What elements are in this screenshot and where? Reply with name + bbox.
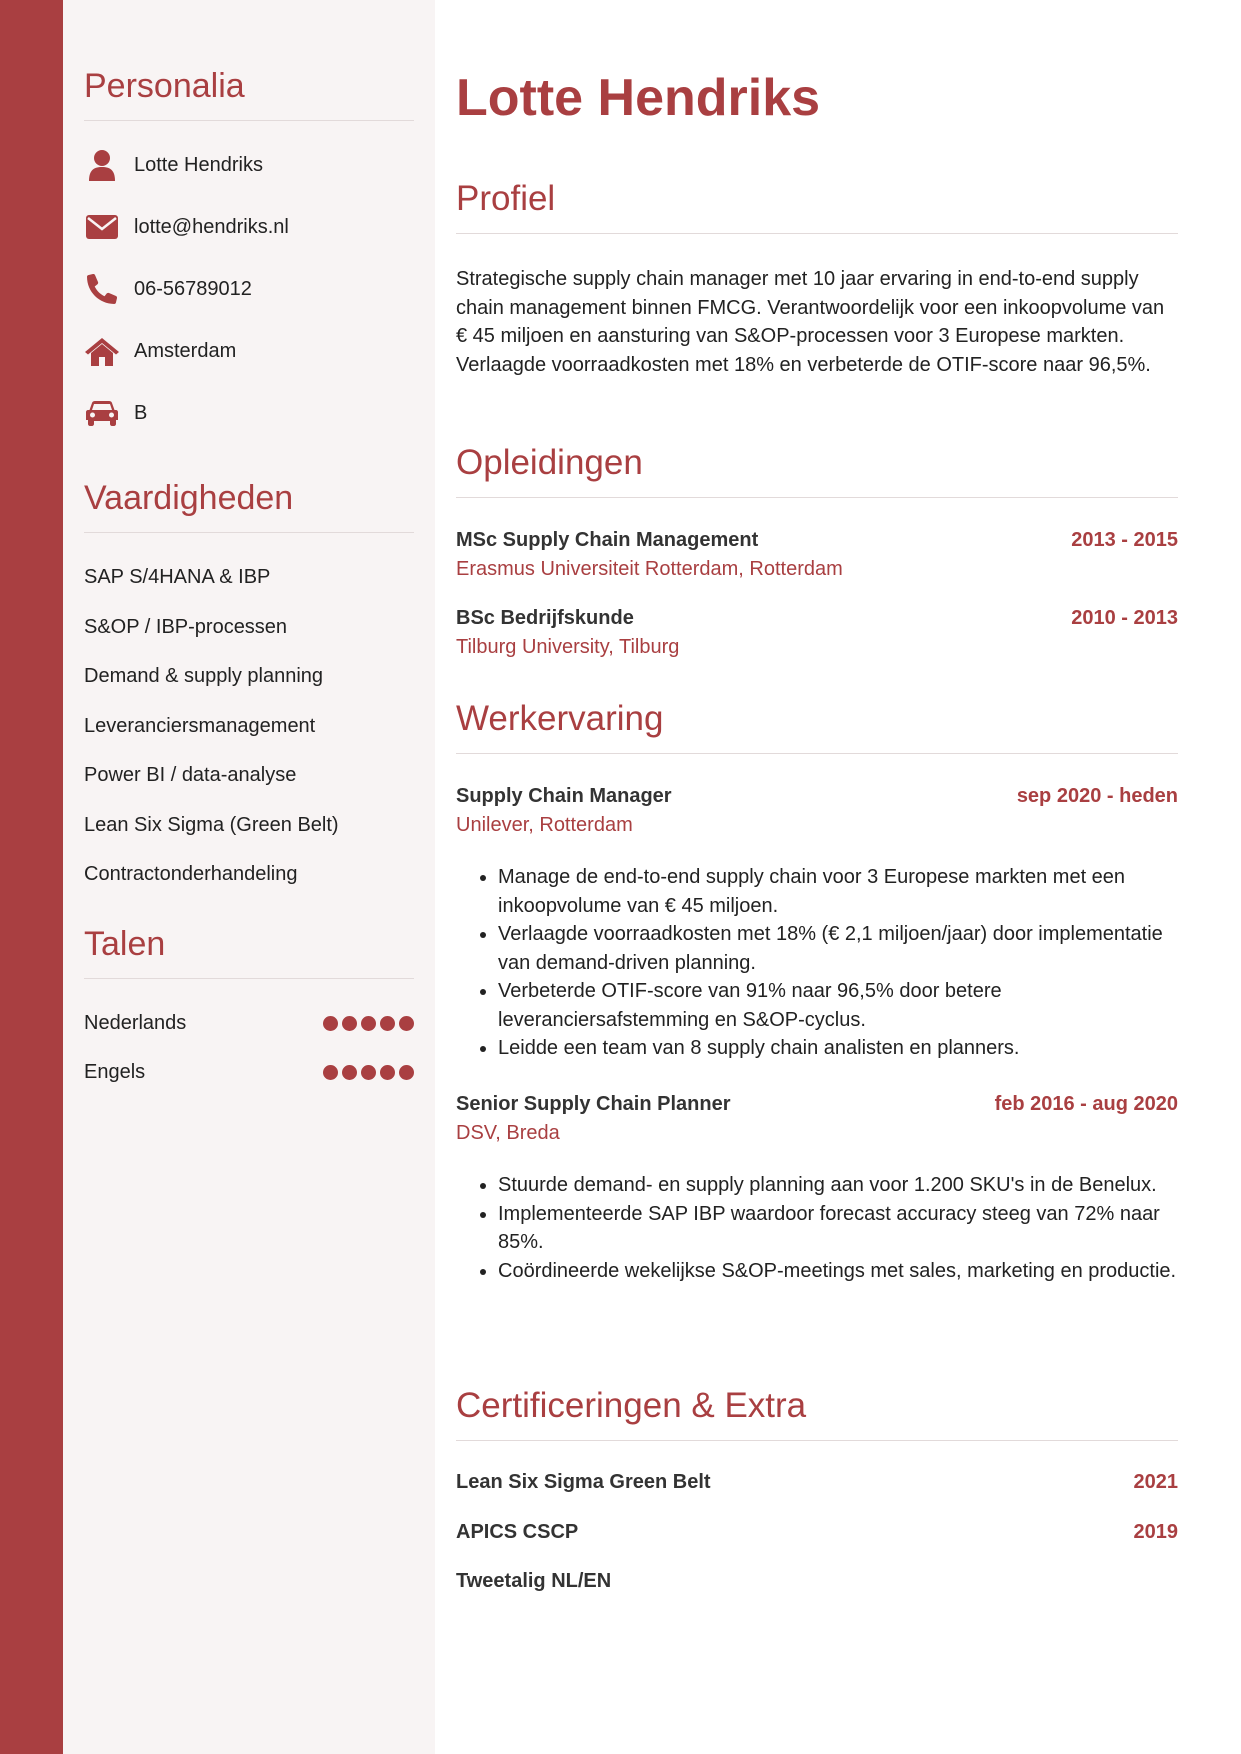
bullet: • Leidde een team van 8 supply chain analisten en planners. (498, 1034, 1178, 1063)
degree: MSc Supply Chain Management (456, 529, 759, 551)
envelope-icon (84, 211, 120, 243)
language-row (84, 1048, 414, 1097)
skill-item: Lean Six Sigma (Green Belt) (84, 813, 339, 836)
certification-item (456, 1570, 1178, 1593)
home-icon (84, 335, 120, 367)
contact-email[interactable]: lotte@hendriks.nl (84, 196, 414, 258)
skills-list (84, 553, 414, 900)
job-dates: sep 2020 - heden (1016, 785, 1178, 807)
education-dates: 2010 - 2013 (1071, 607, 1178, 629)
experience-heading: Werkervaring (456, 699, 664, 738)
skills-heading: Vaardigheden (84, 478, 414, 533)
certifications-heading: Certificeringen & Extra (456, 1386, 807, 1425)
level-dot (399, 1016, 414, 1031)
job-title: Senior Supply Chain Planner (456, 1093, 731, 1115)
level-dot (323, 1016, 338, 1031)
skill-item: Power BI / data-analyse (84, 764, 297, 786)
school: Tilburg University, Tilburg (456, 636, 680, 658)
job-bullets (456, 863, 1178, 1063)
school: Erasmus Universiteit Rotterdam, Rotterdam (456, 558, 843, 580)
experience-item (456, 1093, 1178, 1285)
level-dot (380, 1065, 395, 1080)
level-dot (342, 1065, 357, 1080)
personalia-heading: Personalia (84, 66, 414, 121)
skill-item: SAP S/4HANA & IBP (84, 566, 271, 588)
language-name: Nederlands (84, 1012, 187, 1034)
certification-item (456, 1471, 1178, 1494)
phone-icon (84, 273, 120, 305)
education-dates: 2013 - 2015 (1071, 529, 1178, 551)
skill-item: Demand & supply planning (84, 665, 324, 687)
contact-phone[interactable]: 06-56789012 (84, 258, 414, 320)
bullet: • Implementeerde SAP IBP waardoor forecast accuracy steeg van 72% naar 85%. (498, 1200, 1178, 1257)
bullet: • Coördineerde wekelijkse S&OP-meetings met sales, marketing en productie. (498, 1257, 1178, 1286)
degree: BSc Bedrijfskunde (456, 607, 634, 629)
job-dates: feb 2016 - aug 2020 (994, 1093, 1178, 1115)
level-dot (361, 1065, 376, 1080)
company: Unilever, Rotterdam (456, 814, 633, 836)
languages-heading: Talen (84, 924, 414, 979)
car-icon (84, 397, 120, 429)
education-item (456, 607, 1178, 659)
job-bullets (456, 1171, 1178, 1285)
bullet: • Verbeterde OTIF-score van 91% naar 96,5% door betere leveranciersafstemming en S&OP-cyclus. (498, 977, 1178, 1034)
accent-stripe (0, 0, 63, 1754)
languages-list (84, 999, 414, 1097)
experience-item (456, 785, 1178, 1063)
skill-item: Contractonderhandeling (84, 863, 298, 885)
contact-name: Lotte Hendriks (84, 134, 414, 196)
education-item (456, 529, 1178, 581)
level-dot (323, 1065, 338, 1080)
contact-license: B (84, 382, 414, 444)
profile-text: Strategische supply chain manager met 10 jaar ervaring in end-to-end supply chain management binnen FMCG. Verantwoordelijk voor een inkoopvolume van € 45 miljoen en aansturing van S&OP-processen voor 3 Europese markten. Verlaagde voorraadkosten met 18% en verbeterde de OTIF-score naar 96,5%. (456, 268, 1165, 376)
contact-city: Amsterdam (84, 320, 414, 382)
candidate-name: Lotte Hendriks (456, 69, 821, 127)
bullet: • Stuurde demand- en supply planning aan voor 1.200 SKU's in de Benelux. (498, 1171, 1178, 1200)
level-dot (342, 1016, 357, 1031)
bullet: • Verlaagde voorraadkosten met 18% (€ 2,1 miljoen/jaar) door implementatie van demand-driven planning. (498, 920, 1178, 977)
level-dot (361, 1016, 376, 1031)
profile-heading: Profiel (456, 179, 556, 218)
education-heading: Opleidingen (456, 443, 643, 482)
contact-list (84, 134, 414, 444)
job-title: Supply Chain Manager (456, 785, 672, 807)
certification-name: Tweetalig NL/EN (456, 1570, 612, 1592)
certification-name: Lean Six Sigma Green Belt (456, 1471, 711, 1493)
skill-item: S&OP / IBP-processen (84, 615, 288, 638)
language-level (323, 1016, 414, 1031)
certification-year: 2019 (1133, 1521, 1178, 1543)
level-dot (399, 1065, 414, 1080)
bullet: • Manage de end-to-end supply chain voor 3 Europese markten met een inkoopvolume van € 45 miljoen. (498, 863, 1178, 920)
certification-name: APICS CSCP (456, 1521, 579, 1543)
level-dot (380, 1016, 395, 1031)
certification-year: 2021 (1133, 1471, 1178, 1493)
certification-item (456, 1521, 1178, 1544)
language-level (323, 1065, 414, 1080)
user-icon (84, 149, 120, 181)
language-row (84, 999, 414, 1048)
language-name: Engels (84, 1061, 146, 1083)
company: DSV, Breda (456, 1122, 560, 1144)
skill-item: Leveranciersmanagement (84, 714, 316, 737)
